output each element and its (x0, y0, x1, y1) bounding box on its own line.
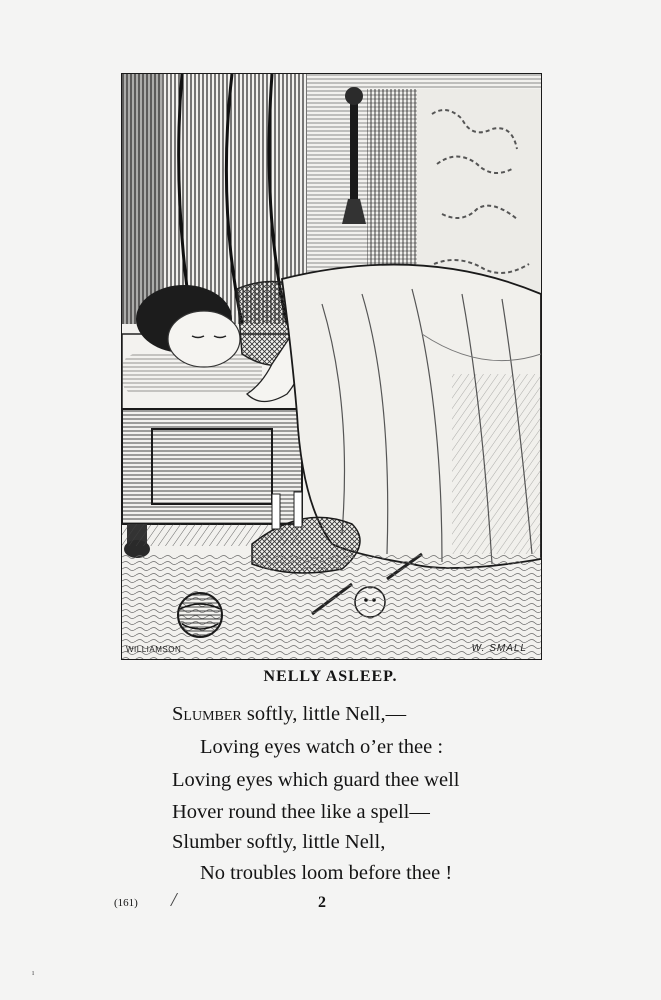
pencil-mark: / (171, 889, 177, 911)
poem-line-3: Loving eyes which guard thee well (172, 769, 460, 791)
poem-initial-word: Slumber (172, 703, 242, 725)
poem-line-2: Loving eyes watch o’er thee : (200, 736, 444, 758)
poem-line-1-rest: softly, little Nell,— (241, 703, 407, 725)
page-number: 2 (318, 894, 326, 911)
child-face (168, 311, 240, 367)
signature-code: (161) (114, 897, 138, 909)
artist-signature: W. SMALL (471, 643, 527, 654)
engraver-credit: WILLIAMSON (126, 645, 182, 654)
poem-title: NELLY ASLEEP. (263, 668, 398, 685)
poem-line-5: Slumber softly, little Nell, (172, 831, 386, 853)
poem-line-4: Hover round thee like a spell— (172, 801, 430, 823)
stray-mark: ı (32, 968, 35, 977)
poem-line-1 (172, 703, 406, 726)
poem-line-6: No troubles loom before thee ! (200, 862, 453, 884)
ball (178, 593, 222, 637)
illustration (121, 73, 542, 660)
engraving-image (122, 74, 541, 659)
